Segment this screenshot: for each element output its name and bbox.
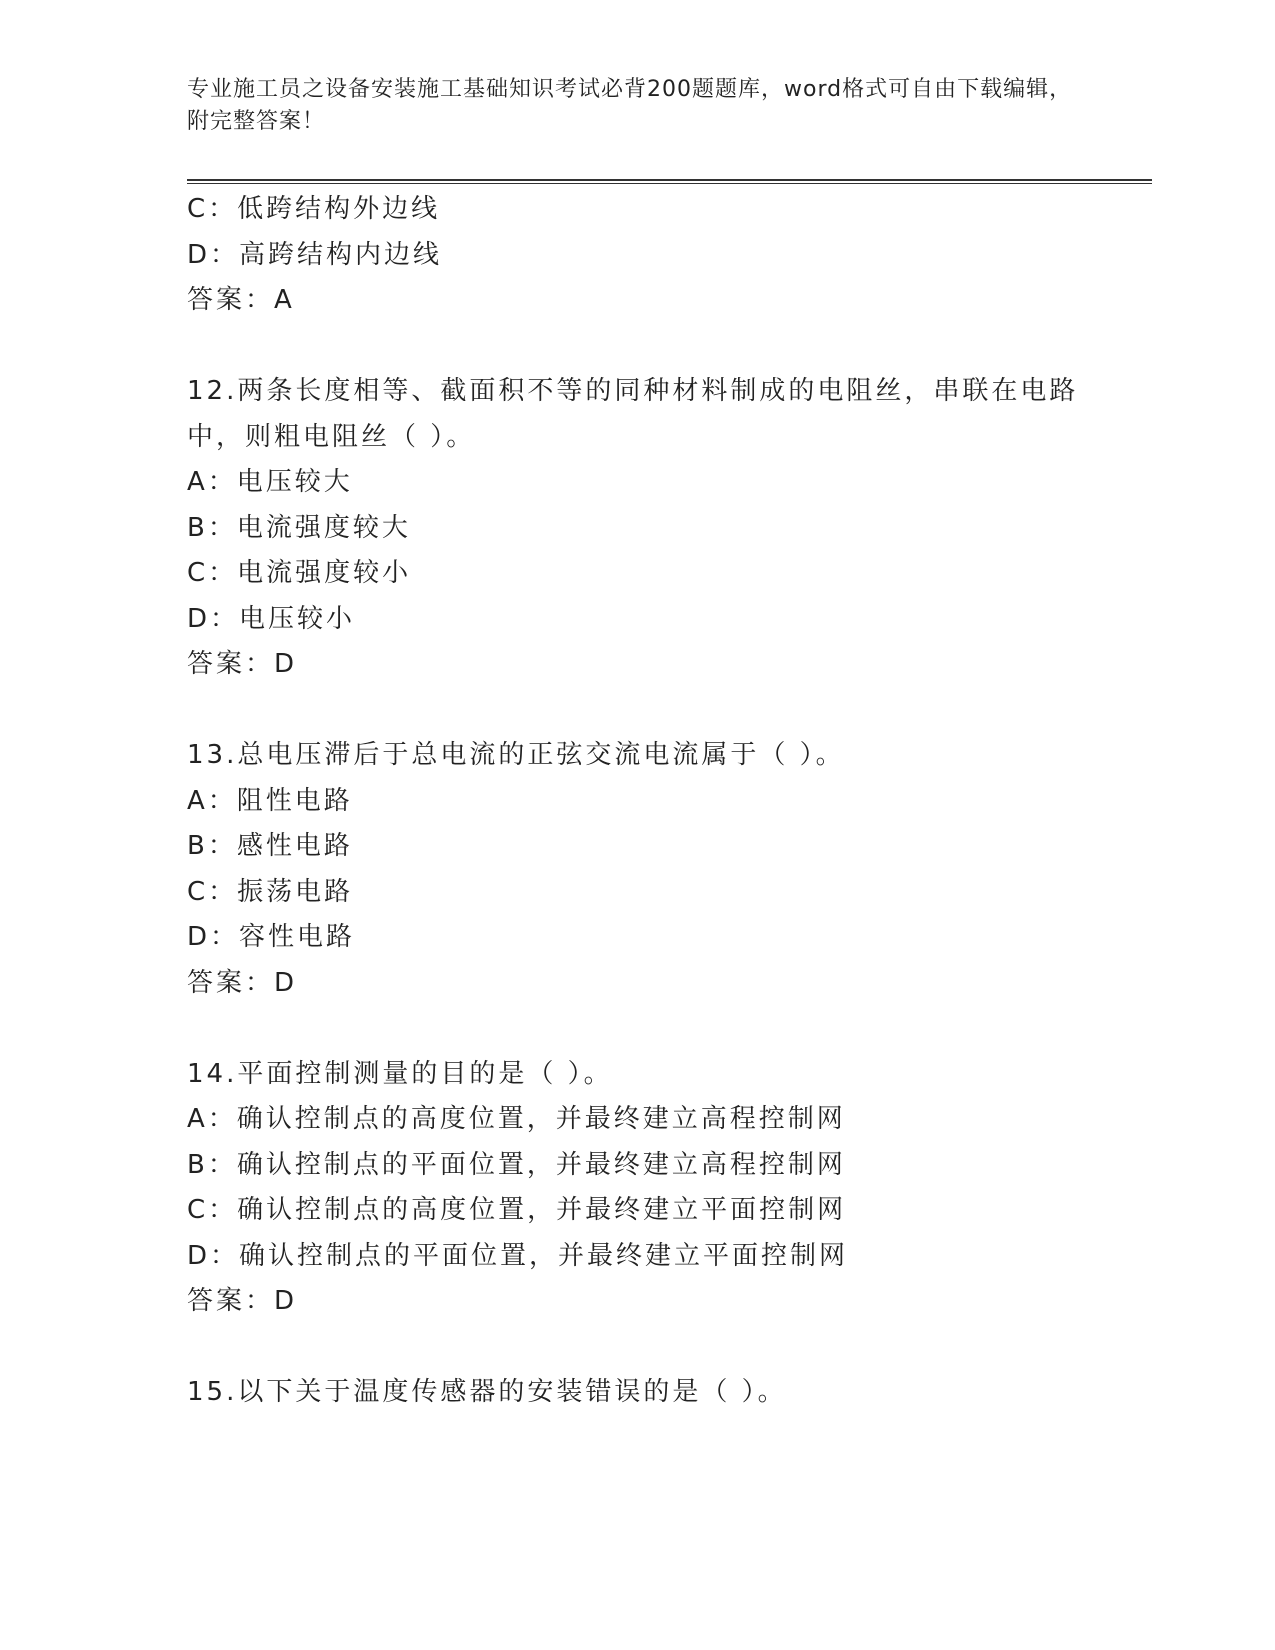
- question-15: [187, 1370, 1117, 1416]
- question-stem: 15.以下关于温度传感器的安装错误的是（ ）。: [187, 1377, 787, 1407]
- option-a: A：确认控制点的高度位置，并最终建立高程控制网: [187, 1104, 846, 1134]
- header-divider-thin: [187, 183, 1152, 184]
- question-13: [187, 733, 1117, 1006]
- option-b: B：感性电路: [187, 831, 353, 861]
- document-header: [187, 74, 1087, 138]
- question-list: [187, 187, 1117, 1416]
- answer: 答案：D: [187, 649, 298, 679]
- question-12: [187, 369, 1117, 688]
- option-d: D：电压较小: [187, 603, 356, 634]
- option-a: A：电压较大: [187, 467, 353, 497]
- option-c: C：振荡电路: [187, 876, 354, 907]
- question-stem: 14.平面控制测量的目的是（ ）。: [187, 1058, 613, 1089]
- question-14: [187, 1052, 1117, 1325]
- question-stem: 12.两条长度相等、截面积不等的同种材料制成的电阻丝，串联在电路: [187, 376, 1079, 406]
- option-c: C：确认控制点的高度位置，并最终建立平面控制网: [187, 1195, 847, 1225]
- answer: 答案：D: [187, 967, 298, 998]
- option-c: C：低跨结构外边线: [187, 194, 441, 224]
- option-d: D：容性电路: [187, 922, 356, 952]
- option-b: B：确认控制点的平面位置，并最终建立高程控制网: [187, 1149, 846, 1180]
- option-b: B：电流强度较大: [187, 512, 411, 543]
- answer: 答案：D: [187, 1286, 298, 1316]
- option-d: D：高跨结构内边线: [187, 239, 443, 270]
- option-c: C：电流强度较小: [187, 558, 412, 588]
- question-stem: 13.总电压滞后于总电流的正弦交流电流属于（ ）。: [187, 740, 845, 770]
- question-stem-continued: 中，则粗电阻丝（ ）。: [187, 421, 476, 452]
- option-a: A：阻性电路: [187, 785, 353, 816]
- option-d: D：确认控制点的平面位置，并最终建立平面控制网: [187, 1240, 849, 1271]
- header-title: 专业施工员之设备安装施工基础知识考试必背200题题库，word格式可自由下载编辑，附完整答案！: [187, 77, 1073, 134]
- answer: 答案：A: [187, 285, 295, 315]
- header-divider-thick: [187, 179, 1152, 181]
- question-11-continued: [187, 187, 1117, 324]
